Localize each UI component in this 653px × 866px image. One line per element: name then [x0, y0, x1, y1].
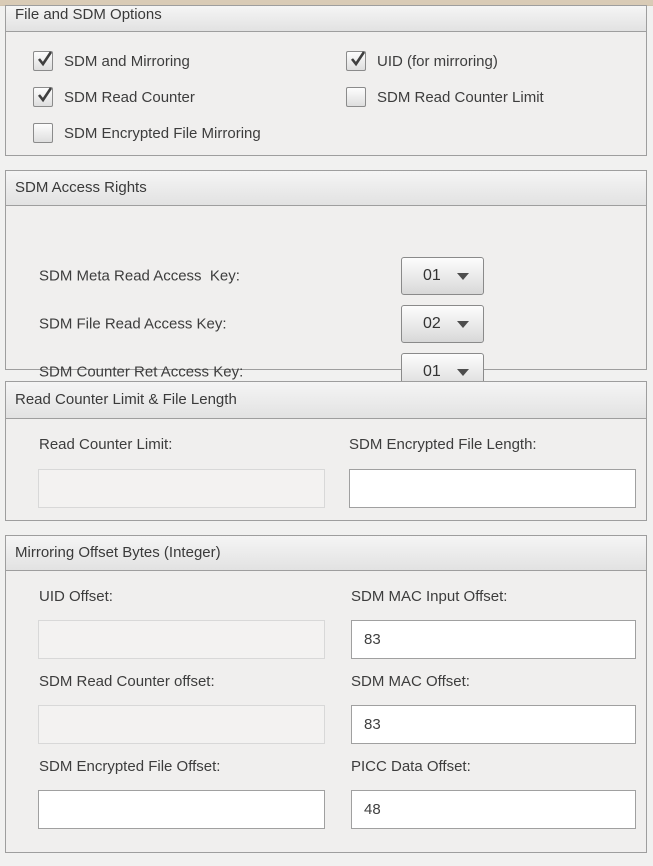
- checkbox-row-sdm-encrypted-file-mirroring[interactable]: [33, 122, 261, 144]
- sdm-encrypted-file-offset-input[interactable]: [38, 790, 325, 829]
- sdm-read-counter-checkbox[interactable]: [33, 87, 53, 107]
- sdm-encrypted-file-length-input[interactable]: [349, 469, 636, 508]
- sdm-file-read-access-key-dropdown[interactable]: [401, 305, 484, 343]
- field-label: SDM MAC Offset:: [351, 673, 470, 690]
- checkbox-row-sdm-read-counter-limit[interactable]: [346, 86, 544, 108]
- group-header: [6, 171, 646, 206]
- checkbox-row-uid-for-mirroring[interactable]: [346, 50, 498, 72]
- chevron-down-icon: [457, 321, 469, 328]
- chevron-down-icon: [457, 369, 469, 376]
- sdm-mac-offset-input[interactable]: [351, 705, 636, 744]
- dropdown-label: SDM Counter Ret Access Key:: [39, 363, 244, 381]
- group-header: [6, 382, 646, 419]
- group-title: Mirroring Offset Bytes (Integer): [15, 544, 221, 561]
- field-label: PICC Data Offset:: [351, 758, 471, 775]
- field-label: SDM Read Counter offset:: [39, 673, 215, 690]
- sdm-encrypted-file-mirroring-checkbox[interactable]: [33, 123, 53, 143]
- field-label: SDM MAC Input Offset:: [351, 588, 508, 605]
- field-label: SDM Encrypted File Length:: [349, 436, 537, 453]
- checkbox-row-sdm-and-mirroring[interactable]: [33, 50, 190, 72]
- checkbox-label: SDM Read Counter: [64, 88, 195, 106]
- dropdown-value: 01: [423, 363, 441, 380]
- group-title: Read Counter Limit & File Length: [15, 391, 237, 408]
- checkmark-icon: [347, 48, 369, 70]
- dropdown-label: SDM Meta Read Access Key:: [39, 267, 240, 285]
- sdm-mac-input-offset-input[interactable]: [351, 620, 636, 659]
- chevron-down-icon: [457, 273, 469, 280]
- read-counter-limit-input: [38, 469, 325, 508]
- checkbox-row-sdm-read-counter[interactable]: [33, 86, 195, 108]
- picc-data-offset-input[interactable]: [351, 790, 636, 829]
- sdm-meta-read-access-key-dropdown[interactable]: [401, 257, 484, 295]
- checkbox-label: UID (for mirroring): [377, 52, 498, 70]
- dropdown-value: 02: [423, 315, 441, 332]
- checkmark-icon: [34, 84, 56, 106]
- uid-for-mirroring-checkbox[interactable]: [346, 51, 366, 71]
- group-title: SDM Access Rights: [15, 179, 147, 196]
- field-label: UID Offset:: [39, 588, 113, 605]
- uid-offset-input: [38, 620, 325, 659]
- checkbox-label: SDM and Mirroring: [64, 52, 190, 70]
- group-file-and-sdm-options: [5, 5, 647, 156]
- row-sdm-file-read-access-key: [6, 305, 646, 343]
- dropdown-value: 01: [423, 267, 441, 284]
- checkmark-icon: [34, 48, 56, 70]
- group-header: [6, 536, 646, 571]
- checkbox-label: SDM Read Counter Limit: [377, 88, 544, 106]
- group-mirroring-offset-bytes: [5, 535, 647, 853]
- group-read-counter-limit-file-length: [5, 381, 647, 521]
- sdm-read-counter-offset-input: [38, 705, 325, 744]
- group-sdm-access-rights: [5, 170, 647, 381]
- dropdown-label: SDM File Read Access Key:: [39, 315, 227, 333]
- sdm-read-counter-limit-checkbox[interactable]: [346, 87, 366, 107]
- checkbox-label: SDM Encrypted File Mirroring: [64, 124, 261, 142]
- group-title: File and SDM Options: [15, 6, 162, 23]
- field-label: Read Counter Limit:: [39, 436, 173, 453]
- group-header: [6, 6, 646, 32]
- row-sdm-meta-read-access-key: [6, 257, 646, 295]
- field-label: SDM Encrypted File Offset:: [39, 758, 221, 775]
- sdm-and-mirroring-checkbox[interactable]: [33, 51, 53, 71]
